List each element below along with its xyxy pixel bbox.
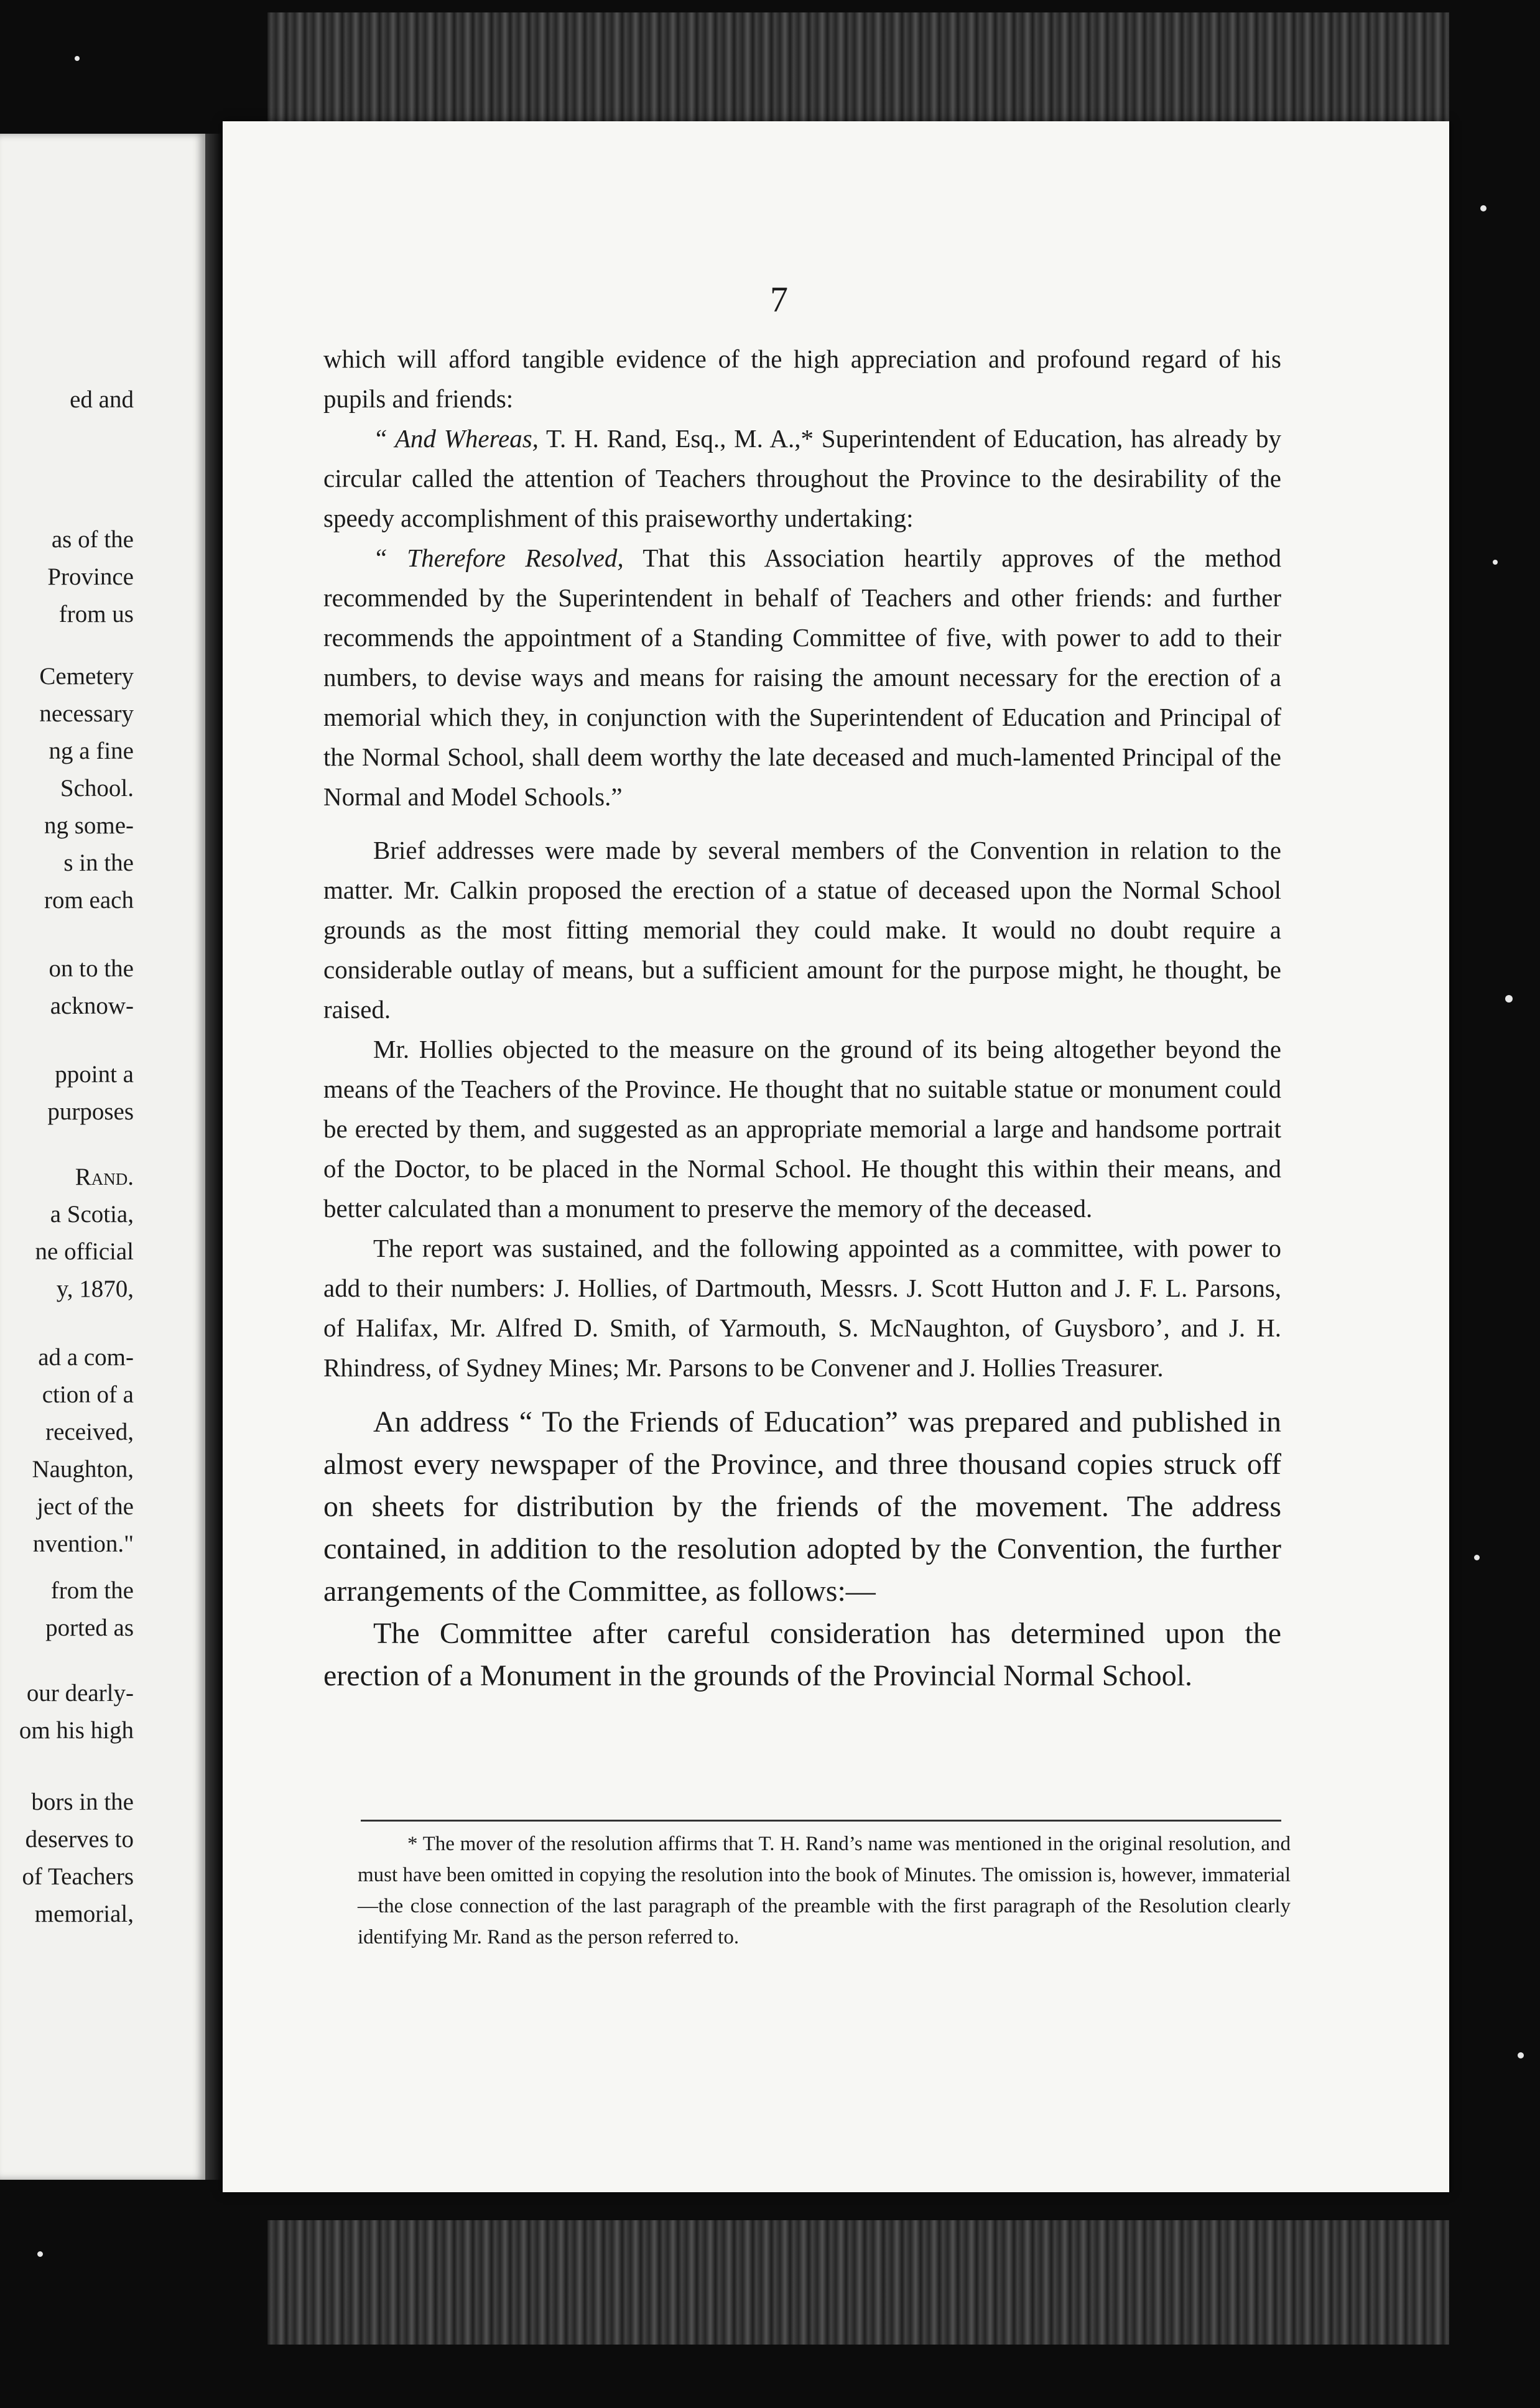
whereas-text: T. H. Rand, Esq., M. A.,* Superintendent of Education, has already by circular called the attention of Teachers throughout the Province to the desirability of the speedy accomplishment of this praiseworthy undertaking:: [323, 424, 1282, 532]
film-speck: [1505, 995, 1513, 1003]
left-page-line: y, 1870,: [56, 1276, 134, 1302]
left-page-line: Cemetery: [39, 663, 134, 690]
left-page-line: ne official: [35, 1238, 134, 1265]
footnote: [358, 1828, 1291, 1953]
left-page-line: ported as: [45, 1614, 134, 1641]
left-page-line: s in the: [63, 850, 134, 876]
left-page-line: Rand.: [75, 1164, 134, 1190]
left-page-line: ppoint a: [55, 1061, 134, 1088]
paragraph-whereas: [323, 419, 1281, 538]
film-edge-bottom: [267, 2220, 1449, 2345]
left-page-line: from the: [50, 1577, 134, 1604]
left-page-fragment: [0, 134, 205, 2180]
film-speck: [1493, 560, 1498, 565]
left-page-line: Province: [47, 563, 134, 590]
left-page-line: nvention.": [32, 1530, 134, 1557]
left-page-line: received,: [45, 1419, 134, 1445]
paragraph-committee: The report was sustained, and the following appointed as a committee, with power to add to their numbers: J. Hollies, of Dartmouth, Messrs. J. Scott Hutton and J. F. L. Parsons, of Halifax, Mr. Alfred D. Smith, of Yarmouth, S. McNaughton, of Guysboro’, and J. H. Rhindress, of Sydney Mines; Mr. Parsons to be Convener and J. Hollies Treasurer.: [323, 1234, 1281, 1382]
left-page-line: Naughton,: [32, 1456, 134, 1483]
left-page-line: our dearly-: [26, 1680, 134, 1706]
left-page-line: of Teachers: [22, 1863, 134, 1890]
film-speck: [1480, 205, 1487, 211]
left-page-line: ed and: [70, 386, 134, 413]
left-page-line: rom each: [44, 887, 134, 914]
left-page-line: ction of a: [42, 1381, 134, 1408]
paragraph-continuation: which will afford tangible evidence of the high appreciation and profound regard of his pupils and friends:: [323, 345, 1281, 413]
left-page-line: purposes: [47, 1098, 134, 1125]
left-page-line: ng a fine: [49, 738, 134, 764]
paragraph-monument: The Committee after careful consideration has determined upon the erection of a Monument in the grounds of the Provincial Normal School.: [323, 1617, 1281, 1692]
resolved-lead: “ Therefore Resolved,: [373, 544, 624, 572]
film-speck: [1518, 2052, 1524, 2058]
left-page-line: on to the: [49, 955, 134, 982]
body-text: [323, 339, 1281, 1697]
left-page-line: School.: [60, 775, 134, 802]
left-page-line: bors in the: [31, 1789, 134, 1815]
film-edge-top: [267, 12, 1449, 137]
left-page-line: memorial,: [34, 1901, 134, 1927]
film-speck: [37, 2251, 43, 2257]
paragraph-address: An address “ To the Friends of Education” was prepared and published in almost every newspaper of the Province, and three thousand copies struck off on sheets for distribution by the friends of the movement. The address contained, in addition to the resolution adopted by the Convention, the further arrangements of the Committee, as follows:—: [323, 1405, 1281, 1608]
film-speck: [1474, 1555, 1480, 1560]
left-page-line: acknow-: [50, 993, 134, 1019]
left-page-line: necessary: [39, 700, 134, 727]
left-page-line: ad a com-: [38, 1344, 134, 1371]
resolved-text: That this Association heartily approves of the method recommended by the Superintendent in behalf of Teachers and other friends: and further recommends the appointment of a Standing Committee of five, with power to add to their numbers, to devise ways and means for raising the amount necessary for the erection of a memorial which they, in conjunction with the Superintendent of Education and Principal of the Normal School, shall deem worthy the late deceased and much-lamented Principal of the Normal and Model Schools.”: [323, 544, 1281, 811]
paragraph-resolved: [323, 538, 1281, 817]
left-page-line: as of the: [51, 526, 134, 553]
paragraph-hollies: Mr. Hollies objected to the measure on the ground of its being altogether beyond the means of the Teachers of the Province. He thought that no suitable statue or monument could be erected by them, and suggested as an appropriate memorial a large and handsome portrait of the Doctor, to be placed in the Normal School. He thought this within their means, and better calculated than a monument to preserve the memory of the deceased.: [323, 1035, 1281, 1223]
footnote-text: * The mover of the resolution affirms that T. H. Rand’s name was mentioned in the original resolution, and must have been omitted in copying the resolution into the book of Minutes. The omission is, however, immaterial—the close connection of the last paragraph of the preamble with the first paragraph of the Resolution clearly identifying Mr. Rand as the person referred to.: [358, 1833, 1291, 1948]
left-page-line: om his high: [19, 1717, 134, 1744]
film-speck: [75, 56, 80, 61]
left-page-line: ject of the: [37, 1493, 134, 1520]
left-page-line: a Scotia,: [50, 1201, 134, 1228]
left-page-line: from us: [58, 601, 134, 627]
left-page-line: deserves to: [25, 1826, 134, 1853]
page-number: 7: [770, 279, 788, 320]
paragraph-brief-addresses: Brief addresses were made by several members of the Convention in relation to the matter. Mr. Calkin proposed the erection of a statue of deceased upon the Normal School grounds as the most fitting memorial they could make. It would no doubt require a considerable outlay of means, but a sufficient amount for the purpose might, he thought, be raised.: [323, 836, 1281, 1024]
left-page-line: ng some-: [44, 812, 134, 839]
book-gutter: [205, 134, 223, 2180]
footnote-divider: [361, 1820, 1281, 1822]
whereas-lead: “ And Whereas,: [373, 424, 539, 453]
